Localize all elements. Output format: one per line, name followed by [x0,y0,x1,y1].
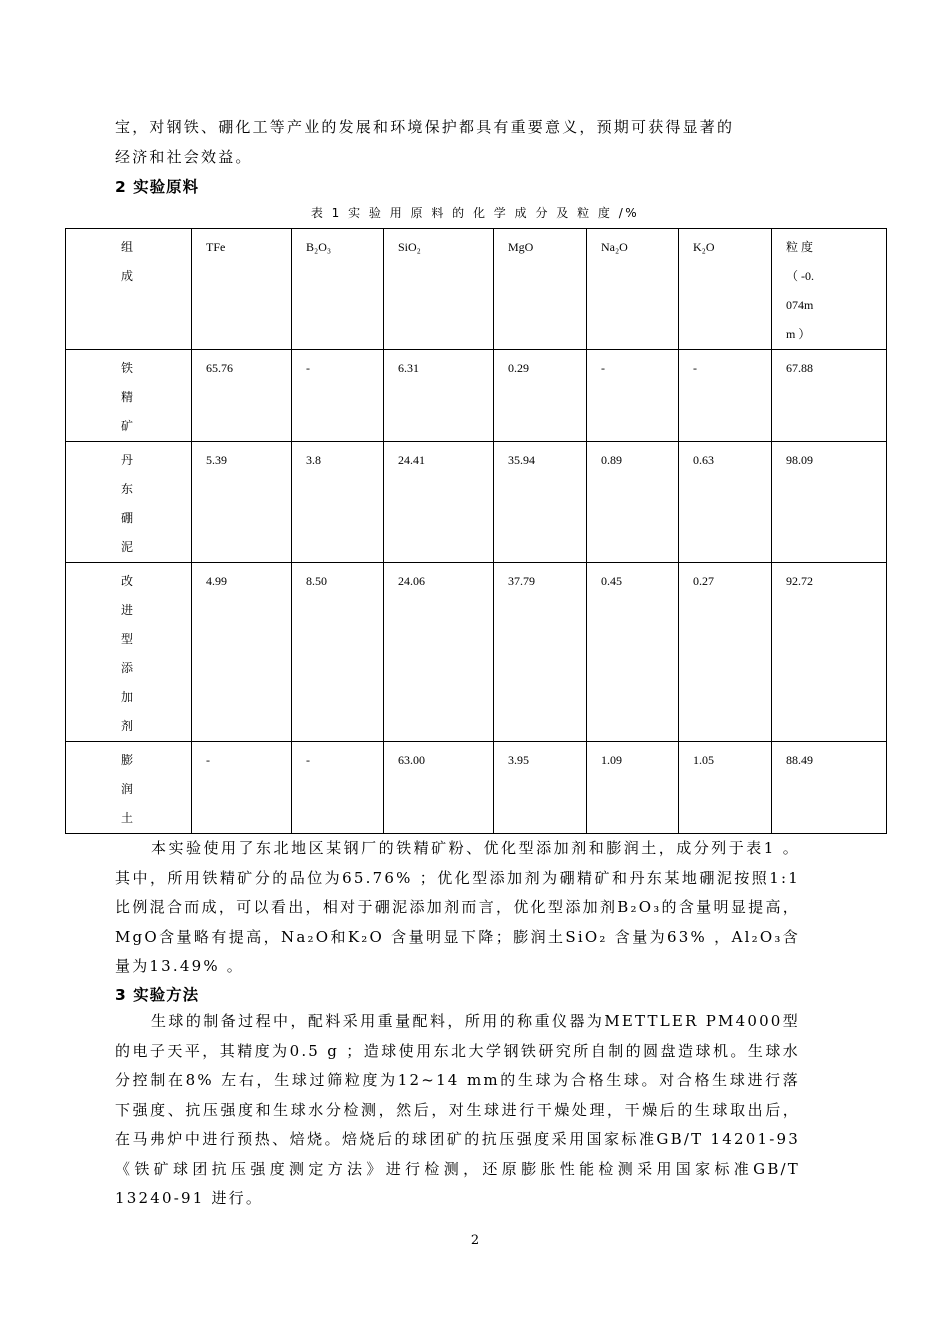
cell-text: 粒 度 （ -0.074mm ） [786,240,814,341]
table-header-row [66,229,887,350]
composition-table [65,228,887,834]
table-cell [772,350,887,442]
table-cell [587,742,679,834]
cell-text: 88.49 [786,753,813,767]
intro-line-1: 宝，对钢铁、硼化工等产业的发展和环境保护都具有重要意义，预期可获得显著的 [115,118,735,136]
cell-text: - [601,361,605,375]
table-row [66,350,887,442]
cell-text: SiO₂ [398,240,421,254]
table-cell [494,563,587,742]
cell-text: Na₂O [601,240,628,254]
cell-text: - [306,361,310,375]
table-cell [587,350,679,442]
table-cell [494,350,587,442]
table-cell [679,563,772,742]
cell-text: 改进型添加剂 [121,574,134,733]
cell-text: 0.29 [508,361,529,375]
table-header-cell [192,229,292,350]
table-cell [192,563,292,742]
page-number: 2 [470,1233,480,1248]
cell-text: B₂O₃ [306,240,332,254]
cell-text: 5.39 [206,453,227,467]
table-cell [384,442,494,563]
table-cell [679,442,772,563]
table-cell [494,742,587,834]
table-cell [292,350,384,442]
row-label-cell [66,742,192,834]
cell-text: MgO [508,240,534,254]
table-header-cell [66,229,192,350]
cell-text: 24.06 [398,574,425,588]
table-cell [679,742,772,834]
cell-text: 3.8 [306,453,321,467]
section-3-title: 3 实验方法 [115,986,200,1004]
cell-text: 67.88 [786,361,813,375]
table-header-cell [587,229,679,350]
cell-text: 0.63 [693,453,714,467]
method-paragraph: 生球的制备过程中，配料采用重量配料，所用的称重仪器为METTLER PM4000型的电子天平，其精度为0.5 g ；造球使用东北大学钢铁研究所自制的圆盘造球机。生球水分控制在8% 左右，生球过筛粒度为12~14 mm的生球为合格生球。对合格生球进行落下强度、抗压强度和生球水分检测，然后，对生球进行干燥处理，干燥后的生球取出后，在马弗炉中进行预热、焙烧。焙烧后的球团矿的抗压强度采用国家标准GB/T 14201-93 《铁矿球团抗压强度测定方法》进行检测，还原膨胀性能检测采用国家标准GB/T 13240-91 进行。 [115,1012,800,1207]
cell-text: 24.41 [398,453,425,467]
cell-text: 膨润土 [121,753,134,825]
materials-paragraph: 本实验使用了东北地区某钢厂的铁精矿粉、优化型添加剂和膨润土，成分列于表1 。其中，所用铁精矿分的品位为65.76% ；优化型添加剂为硼精矿和丹东某地硼泥按照1:1 比例混合而成，可以看出，相对于硼泥添加剂而言，优化型添加剂B₂O₃的含量明显提高，MgO含量略有提高，Na₂O和K₂O 含量明显下降；膨润土SiO₂ 含量为63% ，Al₂O₃含量为13.49% 。 [115,839,800,975]
cell-text: 98.09 [786,453,813,467]
table-cell [679,350,772,442]
cell-text: 0.45 [601,574,622,588]
cell-text: 8.50 [306,574,327,588]
row-label-cell [66,350,192,442]
cell-text: 1.05 [693,753,714,767]
cell-text: 37.79 [508,574,535,588]
cell-text: 组成 [121,240,134,283]
cell-text: 0.27 [693,574,714,588]
cell-text: 6.31 [398,361,419,375]
section-2-title: 2 实验原料 [115,178,200,196]
table-cell [192,442,292,563]
table-cell [384,563,494,742]
cell-text: 铁精矿 [121,361,134,433]
table-header-cell [384,229,494,350]
cell-text: 4.99 [206,574,227,588]
row-label-cell [66,563,192,742]
table-cell [587,442,679,563]
table-header-cell [292,229,384,350]
cell-text: 63.00 [398,753,425,767]
cell-text: 65.76 [206,361,233,375]
table-cell [587,563,679,742]
table-cell [292,563,384,742]
table-header-cell [772,229,887,350]
cell-text: 丹东硼泥 [121,453,134,554]
row-label-cell [66,442,192,563]
table-cell [384,350,494,442]
table-cell [192,742,292,834]
table-header-cell [494,229,587,350]
intro-line-2: 经济和社会效益。 [115,148,253,166]
table-row [66,742,887,834]
table-row [66,442,887,563]
cell-text: 35.94 [508,453,535,467]
table-cell [494,442,587,563]
table-caption: 表 1 实 验 用 原 料 的 化 学 成 分 及 粒 度 /% [310,206,640,220]
cell-text: TFe [206,240,226,254]
table-cell [772,442,887,563]
table-cell [772,742,887,834]
cell-text: 92.72 [786,574,813,588]
cell-text: - [206,753,210,767]
table-cell [292,742,384,834]
cell-text: 1.09 [601,753,622,767]
table-cell [292,442,384,563]
cell-text: - [306,753,310,767]
cell-text: - [693,361,697,375]
table-header-cell [679,229,772,350]
cell-text: 0.89 [601,453,622,467]
cell-text: 3.95 [508,753,529,767]
table-cell [772,563,887,742]
table-row [66,563,887,742]
table-cell [192,350,292,442]
table-cell [384,742,494,834]
cell-text: K₂O [693,240,715,254]
